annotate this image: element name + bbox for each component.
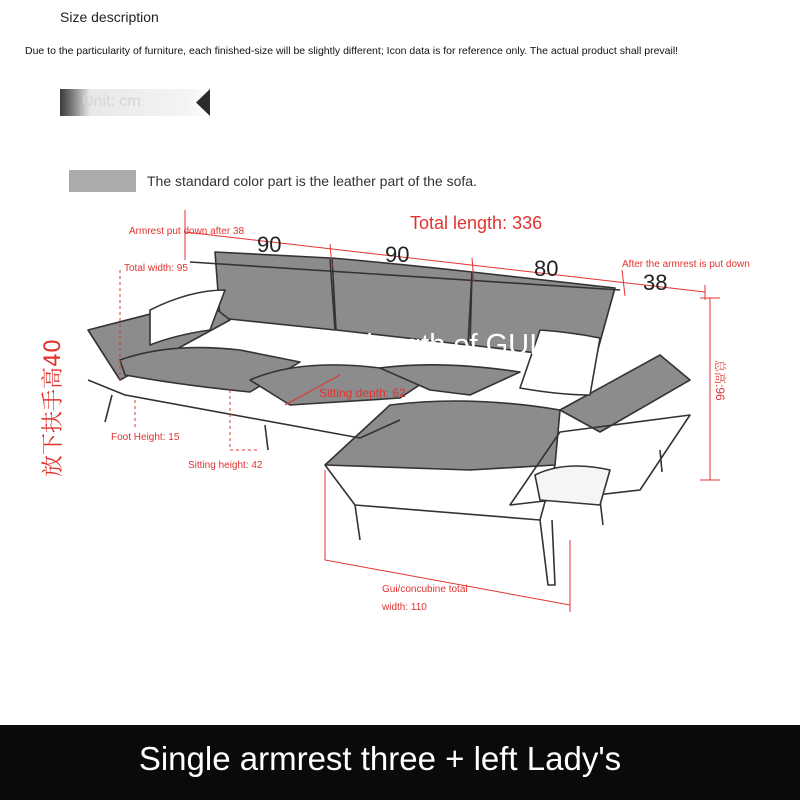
overlay-gui-label: Total length of GUI/co (297, 329, 576, 361)
segment-1-label: 90 (257, 232, 282, 257)
armrest-down-left-label: Armrest put down after 38 (129, 226, 245, 237)
gui-total-width-label-2: width: 110 (382, 602, 427, 613)
sitting-depth-label: Sitting depth: 62 (319, 386, 406, 400)
page-title: Size description (60, 9, 159, 25)
disclaimer-text: Due to the particularity of furniture, each finished-size will be slightly different; Icon data is for reference only. The actual product shall prevail! (25, 45, 679, 57)
total-width-label: Total width: 95 (124, 263, 188, 274)
foot-height-label: Foot Height: 15 (111, 432, 180, 443)
total-height-cn-label: 总高:96 (713, 360, 727, 401)
sofa-dimension-diagram (0, 200, 800, 620)
segment-3-label: 80 (534, 256, 559, 281)
sitting-height-label: Sitting height: 42 (188, 460, 263, 471)
legend-text: The standard color part is the leather part of the sofa. (147, 173, 477, 189)
footer-caption: Single armrest three + left Lady's (138, 740, 622, 777)
armrest-down-right-label: After the armrest is put down (622, 259, 750, 270)
gui-total-width-label-1: Gui/concubine total (382, 584, 468, 595)
segment-2-label: 90 (385, 242, 410, 267)
armrest-right-value: 38 (643, 270, 668, 295)
armrest-height-cn-label: 放下扶手高40 (41, 339, 66, 477)
leather-color-swatch (69, 170, 136, 192)
unit-label: Unit: cm (82, 93, 141, 110)
total-length-label: Total length: 336 (410, 213, 543, 233)
